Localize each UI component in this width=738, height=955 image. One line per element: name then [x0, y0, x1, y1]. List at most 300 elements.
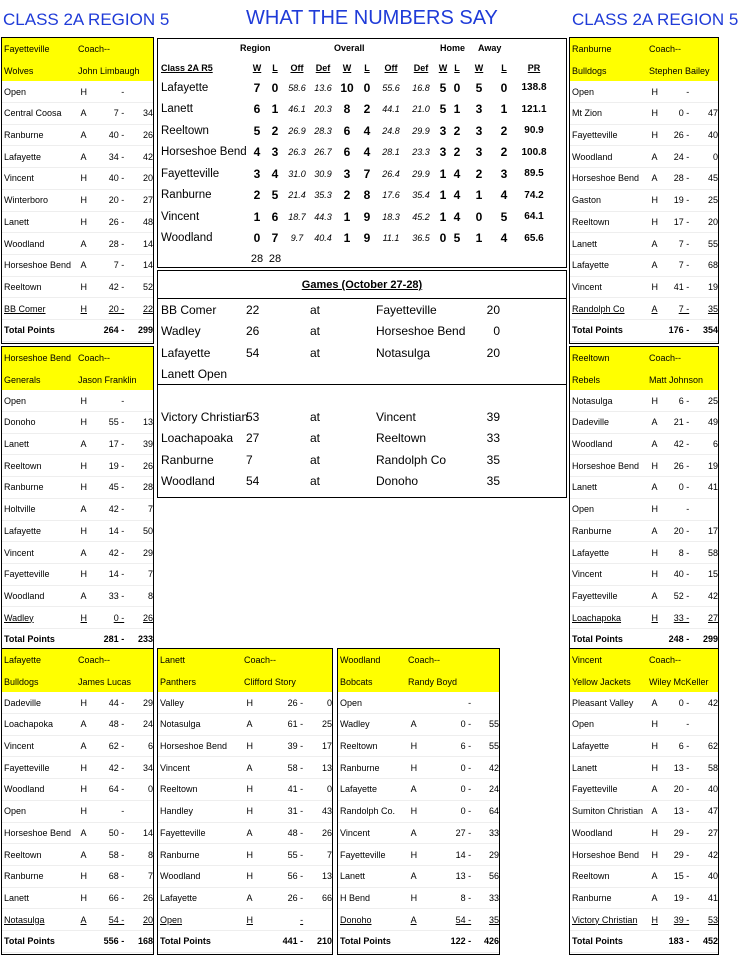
home-away: A [80, 719, 87, 730]
schedule-row [570, 499, 718, 521]
score-for: 62 - [108, 741, 125, 752]
standings-value: 35.4 [412, 190, 430, 201]
opponent: BB Comer [4, 303, 46, 314]
score-against: 55 [488, 719, 499, 730]
standings-value: 17.6 [382, 190, 400, 201]
game-visitor: Lafayette [161, 345, 211, 360]
score-for: 41 - [287, 784, 304, 795]
right-header: CLASS 2A REGION 5 [572, 10, 738, 29]
opponent: Ranburne [4, 130, 44, 141]
opponent: Open [4, 395, 27, 406]
schedule-row [570, 909, 718, 931]
score-against: 22 [142, 303, 153, 314]
opponent: Ranburne [572, 892, 612, 903]
opponent: Fayetteville [4, 569, 50, 580]
coach-label: Coach-- [649, 43, 682, 54]
schedule-row [2, 499, 153, 521]
standings-value: 3 [475, 123, 483, 138]
score-against: 19 [707, 460, 718, 471]
game-home-score: 0 [493, 324, 500, 339]
home-away: H [651, 547, 658, 558]
total-region-losses: 28 [268, 253, 282, 265]
team-panel-ranburne [569, 37, 719, 344]
home-away: H [80, 871, 87, 882]
schedule-row [570, 277, 718, 299]
home-away: H [80, 892, 87, 903]
score-against: 56 [488, 871, 499, 882]
standings-value: 1 [343, 231, 351, 246]
score-for: 44 - [108, 697, 125, 708]
score-for: 26 - [287, 892, 304, 903]
score-against: 14 [142, 827, 153, 838]
score-for: 42 - [108, 281, 125, 292]
opponent: Fayetteville [572, 590, 618, 601]
coach-name: Randy Boyd [408, 676, 458, 687]
score-for: 19 - [673, 892, 690, 903]
team-panel-lafayette [1, 648, 154, 955]
schedule-row [338, 779, 499, 801]
game-row [158, 385, 566, 406]
team-header [158, 649, 332, 692]
games-schedule [157, 270, 567, 498]
schedule-row [570, 212, 718, 234]
opponent: Lafayette [572, 741, 610, 752]
standings-value: 5 [453, 231, 461, 246]
game-row [158, 342, 566, 364]
standings-col-header: Def [413, 63, 429, 73]
opponent: Reeltown [572, 216, 610, 227]
home-away: H [651, 108, 658, 119]
score-against: 58 [707, 762, 718, 773]
score-against: 6 [712, 439, 718, 450]
total-label: Total Points [160, 936, 211, 947]
home-away: A [80, 108, 87, 119]
standings-value: 10 [340, 80, 354, 95]
standings-team: Fayetteville [161, 167, 220, 180]
standings-value: 3 [271, 145, 279, 160]
standings-team: Woodland [161, 232, 213, 245]
total-against: 210 [316, 936, 332, 947]
score-for: 0 - [460, 784, 472, 795]
score-against: 35 [707, 303, 718, 314]
schedule-row [570, 412, 718, 434]
coach-name: James Lucas [78, 676, 132, 687]
standings-value: 3 [343, 166, 351, 181]
schedule-row [158, 779, 332, 801]
home-away: A [80, 151, 87, 162]
opponent: Horseshoe Bend [572, 460, 640, 471]
opponent: Randolph Co. [340, 806, 396, 817]
home-away: H [80, 697, 87, 708]
score-against: 39 [142, 439, 153, 450]
schedule-row [2, 714, 153, 736]
standings-value: 44.1 [382, 104, 400, 115]
schedule-row [158, 801, 332, 823]
score-against: 15 [707, 569, 718, 580]
opponent: Horseshoe Bend [4, 827, 72, 838]
team-school: Woodland [340, 654, 381, 665]
opponent: Open [340, 697, 363, 708]
game-home: Donoho [376, 474, 419, 489]
team-school: Lafayette [4, 654, 42, 665]
schedule-row [570, 255, 718, 277]
schedule-row [570, 103, 718, 125]
score-against: 24 [142, 719, 153, 730]
score-against: 26 [142, 892, 153, 903]
opponent: Lafayette [4, 151, 42, 162]
standings-value: 1 [253, 209, 261, 224]
score-for: 13 - [673, 806, 690, 817]
standings-value: 3 [500, 166, 508, 181]
team-mascot: Generals [4, 374, 41, 385]
score-for: 28 - [108, 238, 125, 249]
standings-value: 5 [475, 80, 483, 95]
team-panel-reeltown [569, 346, 719, 653]
opponent: Loachapoka [4, 719, 54, 730]
score-for: 58 - [287, 762, 304, 773]
standings-team: Vincent [161, 210, 200, 223]
standings-value: 7 [271, 231, 279, 246]
home-away: A [80, 849, 87, 860]
opponent: Reeltown [4, 849, 42, 860]
score-for: - [121, 86, 125, 97]
game-home-score: 33 [486, 431, 500, 446]
schedule-row [570, 390, 718, 412]
score-against: 29 [142, 547, 153, 558]
home-away: A [246, 719, 253, 730]
team-mascot: Wolves [4, 65, 34, 76]
opponent: Lafayette [340, 784, 378, 795]
score-for: 42 - [673, 439, 690, 450]
schedule-row [570, 736, 718, 758]
score-against: 41 [707, 482, 718, 493]
home-away: H [80, 173, 87, 184]
schedule-row [338, 757, 499, 779]
standings-column-header [158, 59, 566, 77]
standings-value: 58.6 [288, 82, 306, 93]
score-for: 20 - [108, 195, 125, 206]
coach-name: Stephen Bailey [649, 65, 710, 76]
schedule-row [570, 477, 718, 499]
total-points-row [338, 931, 499, 953]
game-home: Horseshoe Bend [376, 324, 466, 339]
score-for: 7 - [113, 260, 125, 271]
standings-value: 9.7 [290, 233, 304, 244]
team-school: Lanett [160, 654, 186, 665]
score-for: 50 - [108, 827, 125, 838]
schedule-row [570, 866, 718, 888]
home-away: A [651, 697, 658, 708]
score-for: 54 - [455, 914, 472, 925]
opponent: Loachapoka [572, 612, 622, 623]
standings-value: 4 [363, 123, 371, 138]
score-against: 43 [321, 806, 332, 817]
standings-value: 35.3 [314, 190, 332, 201]
home-away: H [246, 697, 253, 708]
standings-value: 1 [475, 188, 483, 203]
schedule-row [2, 779, 153, 801]
score-against: 0 [326, 697, 332, 708]
total-against: 354 [702, 325, 718, 336]
schedule-row [570, 801, 718, 823]
score-against: 47 [707, 108, 718, 119]
schedule-row [2, 146, 153, 168]
opponent: Ranburne [340, 762, 380, 773]
standings-value: 0 [439, 231, 447, 246]
total-label: Total Points [572, 634, 623, 645]
score-against: 33 [488, 827, 499, 838]
home-away: A [651, 173, 658, 184]
standings-table [157, 38, 567, 268]
schedule-row [338, 736, 499, 758]
standings-value: 3 [253, 166, 261, 181]
opponent: Lanett [572, 238, 598, 249]
standings-value: 138.8 [521, 82, 547, 94]
score-for: 31 - [287, 806, 304, 817]
home-away: A [80, 741, 87, 752]
total-points-row [570, 931, 718, 953]
score-for: 39 - [673, 914, 690, 925]
standings-col-header: W [438, 63, 448, 73]
opponent: Woodland [4, 238, 45, 249]
schedule-row [2, 277, 153, 299]
score-against: 34 [142, 108, 153, 119]
coach-name: Clifford Story [244, 676, 296, 687]
standings-value: 45.2 [412, 211, 430, 222]
standings-value: 1 [439, 188, 447, 203]
standings-value: 3 [439, 145, 447, 160]
home-away: H [80, 86, 87, 97]
game-row [158, 364, 566, 386]
standings-value: 5 [253, 123, 261, 138]
game-home-score: 35 [486, 474, 500, 489]
total-for: 183 - [668, 936, 690, 947]
coach-label: Coach-- [244, 654, 277, 665]
schedule-row [158, 866, 332, 888]
standings-value: 2 [453, 123, 461, 138]
score-against: 0 [147, 784, 153, 795]
standings-col-header: Def [315, 63, 331, 73]
score-against: 55 [488, 741, 499, 752]
standings-value: 1 [500, 102, 508, 117]
standings-value: 5 [439, 80, 447, 95]
standings-col-header: W [474, 63, 484, 73]
standings-value: 4 [500, 231, 508, 246]
home-away: H [80, 395, 87, 406]
opponent: Horseshoe Bend [572, 849, 640, 860]
score-against: 33 [488, 892, 499, 903]
home-away: H [651, 460, 658, 471]
standings-value: 40.4 [314, 233, 332, 244]
home-away: H [80, 762, 87, 773]
opponent: Fayetteville [160, 827, 206, 838]
game-home: Fayetteville [376, 302, 437, 317]
standings-row [158, 163, 566, 185]
score-for: 29 - [673, 827, 690, 838]
home-away: H [80, 460, 87, 471]
score-for: 52 - [673, 590, 690, 601]
standings-value: 0 [253, 231, 261, 246]
opponent: Lanett [572, 762, 598, 773]
standings-value: 6 [253, 102, 261, 117]
standings-value: 55.6 [382, 82, 400, 93]
score-against: 42 [707, 849, 718, 860]
score-against: 24 [488, 784, 499, 795]
score-against: 6 [147, 741, 153, 752]
group-overall: Overall [334, 43, 365, 53]
team-school: Ranburne [572, 43, 612, 54]
schedule-row [570, 233, 718, 255]
standings-value: 4 [453, 166, 461, 181]
standings-team: Reeltown [161, 124, 209, 137]
score-for: - [686, 504, 690, 515]
team-mascot: Bulldogs [4, 676, 39, 687]
team-mascot: Panthers [160, 676, 197, 687]
home-away: A [80, 504, 87, 515]
score-against: 7 [326, 849, 332, 860]
home-away: A [651, 303, 658, 314]
home-away: H [651, 612, 658, 623]
opponent: Open [4, 806, 27, 817]
score-for: 56 - [287, 871, 304, 882]
score-for: 0 - [678, 482, 690, 493]
standings-value: 2 [271, 123, 279, 138]
home-away: A [80, 590, 87, 601]
home-away: H [651, 849, 658, 860]
opponent: Vincent [572, 569, 602, 580]
total-label: Total Points [4, 936, 55, 947]
standings-value: 5 [271, 188, 279, 203]
score-for: 20 - [108, 303, 125, 314]
opponent: Lafayette [572, 547, 610, 558]
coach-name: Matt Johnson [649, 374, 704, 385]
total-for: 248 - [668, 634, 690, 645]
opponent: Sumiton Christian [572, 806, 644, 817]
score-for: 24 - [673, 151, 690, 162]
score-against: 35 [488, 914, 499, 925]
team-mascot: Bobcats [340, 676, 373, 687]
score-for: 55 - [287, 849, 304, 860]
total-points-row [2, 931, 153, 953]
schedule-row [2, 212, 153, 234]
total-against: 299 [137, 325, 153, 336]
score-for: 42 - [108, 504, 125, 515]
schedule-row [570, 190, 718, 212]
schedule-row [570, 607, 718, 629]
score-for: 19 - [673, 195, 690, 206]
team-school: Vincent [572, 654, 602, 665]
coach-label: Coach-- [78, 352, 111, 363]
home-away: A [651, 238, 658, 249]
score-against: 53 [707, 914, 718, 925]
standings-value: 121.1 [521, 103, 547, 115]
schedule-row [338, 801, 499, 823]
total-region-wins: 28 [250, 253, 264, 265]
home-away: H [80, 417, 87, 428]
score-against: 66 [321, 892, 332, 903]
score-against: 64 [488, 806, 499, 817]
coach-label: Coach-- [78, 654, 111, 665]
home-away: H [651, 130, 658, 141]
score-against: 40 [707, 130, 718, 141]
team-school: Fayetteville [4, 43, 50, 54]
home-away: A [80, 260, 87, 271]
standings-value: 13.6 [314, 82, 332, 93]
schedule-row [2, 542, 153, 564]
home-away: A [651, 260, 658, 271]
standings-value: 1 [271, 102, 279, 117]
opponent: Fayetteville [572, 130, 618, 141]
home-away: H [80, 569, 87, 580]
opponent: Open [160, 914, 183, 925]
total-label: Total Points [572, 325, 623, 336]
group-away: Away [478, 43, 502, 53]
schedule-row [2, 81, 153, 103]
schedule-row [158, 714, 332, 736]
coach-label: Coach-- [649, 654, 682, 665]
total-against: 426 [483, 936, 499, 947]
team-header [570, 38, 718, 81]
score-for: - [468, 697, 472, 708]
standings-value: 2 [253, 188, 261, 203]
score-against: 7 [147, 871, 153, 882]
standings-value: 7 [253, 80, 261, 95]
standings-value: 65.6 [524, 232, 544, 244]
game-visitor-score: 27 [246, 431, 260, 446]
total-for: 281 - [103, 634, 125, 645]
opponent: Ranburne [4, 482, 44, 493]
home-away: H [651, 719, 658, 730]
score-against: 8 [147, 590, 153, 601]
total-against: 168 [137, 936, 153, 947]
opponent: Reeltown [340, 741, 378, 752]
schedule-row [2, 866, 153, 888]
score-for: 26 - [673, 130, 690, 141]
standings-value: 4 [363, 145, 371, 160]
schedule-row [158, 757, 332, 779]
opponent: Wadley [340, 719, 370, 730]
score-for: 7 - [678, 238, 690, 249]
score-for: 40 - [108, 130, 125, 141]
opponent: Horseshoe Bend [4, 260, 72, 271]
standings-col-header: L [364, 63, 370, 73]
standings-value: 26.9 [288, 125, 306, 136]
opponent: H Bend [340, 892, 371, 903]
opponent: Victory Christian [572, 914, 638, 925]
opponent: Woodland [4, 590, 45, 601]
home-away: H [651, 741, 658, 752]
home-away: A [80, 914, 87, 925]
opponent: Holtville [4, 504, 36, 515]
opponent: Lanett [4, 216, 30, 227]
total-against: 452 [702, 936, 718, 947]
games-title: Games (October 27-28) [158, 271, 566, 299]
game-visitor-score: 26 [246, 324, 260, 339]
schedule-row [570, 455, 718, 477]
opponent: Pleasant Valley [572, 697, 634, 708]
score-against: 20 [142, 914, 153, 925]
standings-row [158, 77, 566, 99]
score-against: 29 [488, 849, 499, 860]
game-row [158, 321, 566, 343]
standings-team: Horseshoe Bend [161, 146, 247, 159]
standings-value: 8 [363, 188, 371, 203]
schedule-row [2, 757, 153, 779]
schedule-row [158, 823, 332, 845]
group-region: Region [240, 43, 271, 53]
score-for: 26 - [287, 697, 304, 708]
score-for: 45 - [108, 482, 125, 493]
